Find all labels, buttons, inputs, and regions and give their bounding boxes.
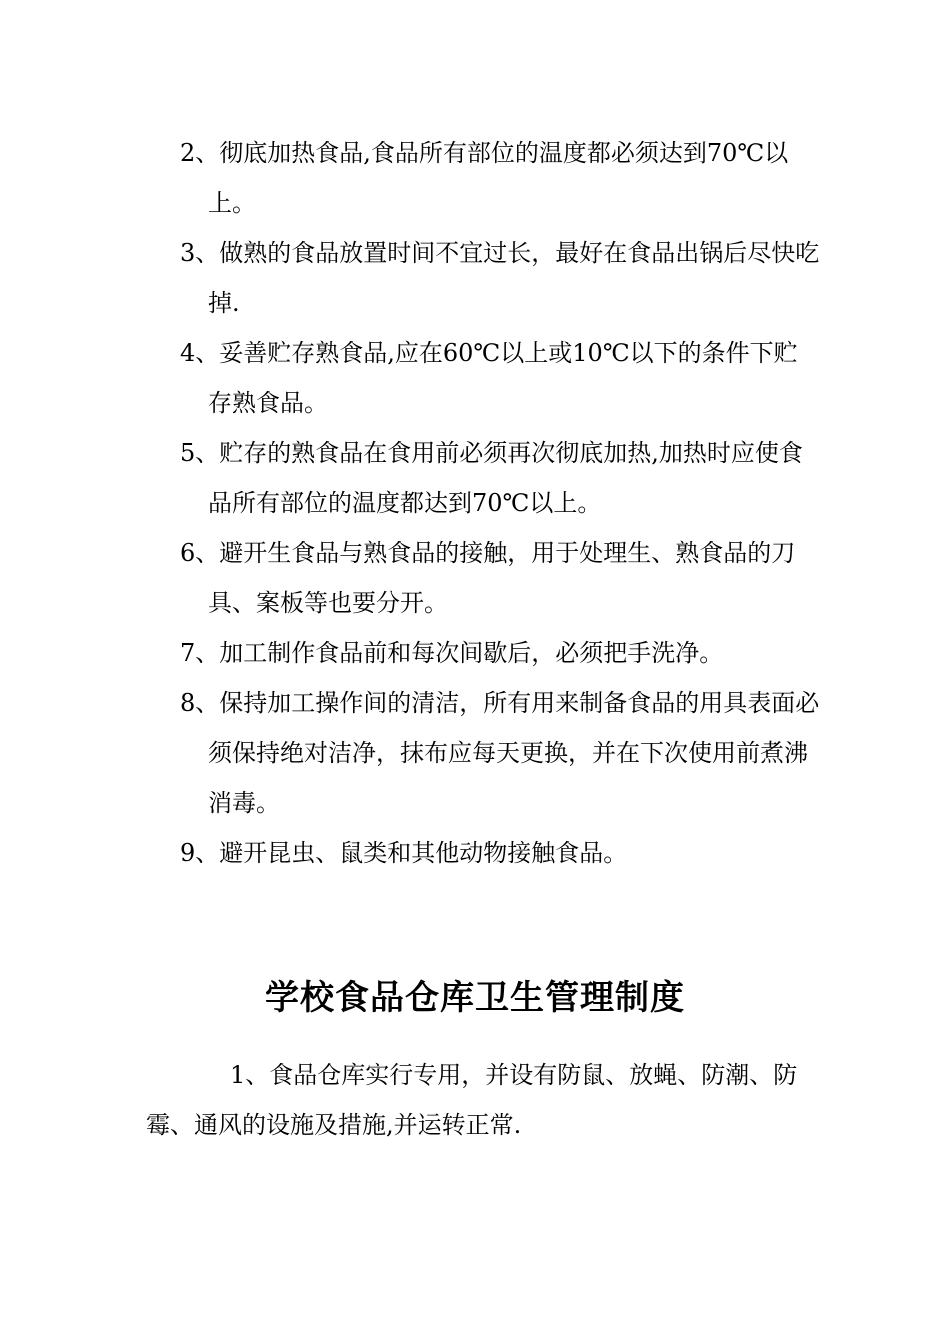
- list-item: 9、避开昆虫、鼠类和其他动物接触食品。: [180, 839, 628, 867]
- list-item: 7、加工制作食品前和每次间歇后，必须把手洗净。: [180, 639, 724, 667]
- list-item: 6、避开生食品与熟食品的接触，用于处理生、熟食品的刀具、案板等也要分开。: [180, 539, 796, 617]
- section-paragraph: 1、食品仓库实行专用，并设有防鼠、放蝇、防潮、防霉、通风的设施及措施,并运转正常.: [146, 1061, 798, 1139]
- list-item: 8、保持加工操作间的清洁，所有用来制备食品的用具表面必须保持绝对洁净，抹布应每天更换，并在下次使用前煮沸消毒。: [180, 689, 820, 817]
- list-item: 4、妥善贮存熟食品,应在60℃以上或10℃以下的条件下贮存熟食品。: [180, 339, 798, 417]
- food-safety-list: [180, 128, 820, 878]
- list-item: 2、彻底加热食品,食品所有部位的温度都必须达到70℃以上。: [180, 139, 789, 217]
- section-title: 学校食品仓库卫生管理制度: [265, 978, 685, 1018]
- list-item: 5、贮存的熟食品在食用前必须再次彻底加热,加热时应使食品所有部位的温度都达到70℃以上。: [180, 439, 803, 517]
- list-item: 3、做熟的食品放置时间不宜过长，最好在食品出锅后尽快吃掉.: [180, 239, 820, 317]
